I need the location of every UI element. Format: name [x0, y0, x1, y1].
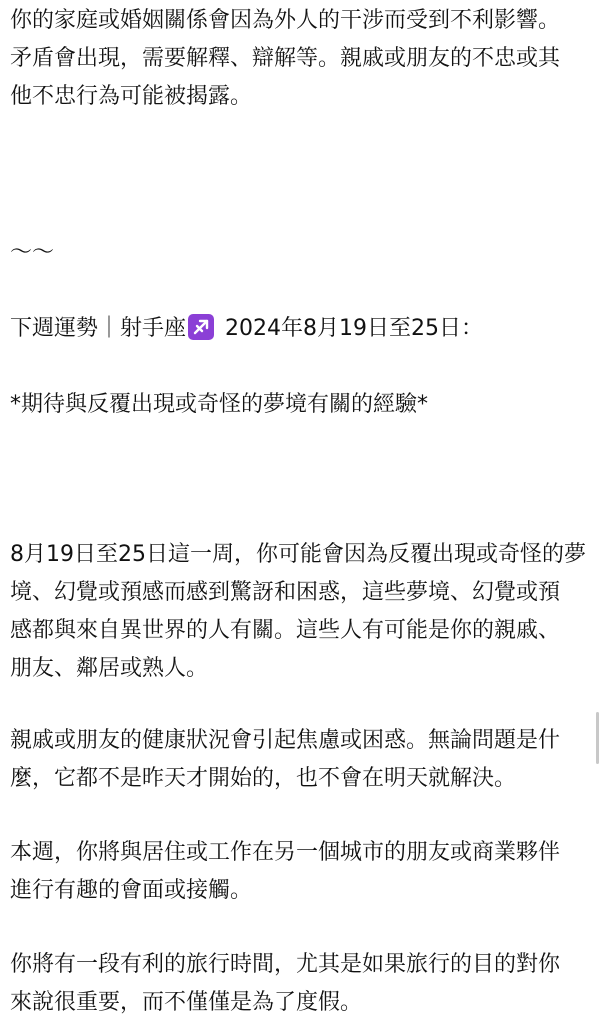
text-line: 境、幻覺或預感而感到驚訝和困惑，這些夢境、幻覺或預: [10, 580, 561, 605]
text-line: 進行有趣的會面或接觸。: [10, 878, 253, 903]
text-line: 矛盾會出現，需要解釋、辯解等。親戚或朋友的不忠或其: [10, 46, 561, 71]
scrollbar-thumb[interactable]: [596, 712, 599, 764]
paragraph-dreams: [10, 536, 586, 688]
paragraph-meeting: [10, 834, 560, 910]
text-line: 你的家庭或婚姻關係會因為外人的干涉而受到不利影響。: [10, 8, 561, 33]
text-line: 朋友、鄰居或熟人。: [10, 656, 209, 681]
text-line: 本週，你將與居住或工作在另一個城市的朋友或商業夥伴: [10, 840, 561, 865]
paragraph-family-conflict: [10, 2, 560, 116]
weekly-horoscope-heading: [10, 310, 483, 348]
text-line: 他不忠行為可能被揭露。: [10, 84, 253, 109]
subtitle-line: *期待與反覆出現或奇怪的夢境有關的經驗*: [10, 392, 429, 417]
text-line: 親戚或朋友的健康狀況會引起焦慮或困惑。無論問題是什: [10, 728, 561, 753]
heading-line: [10, 310, 483, 348]
text-line: 麼，它都不是昨天才開始的，也不會在明天就解決。: [10, 766, 517, 791]
paragraph-health: [10, 722, 560, 798]
paragraph-travel: [10, 946, 560, 1022]
heading-date: 2024年8月19日至25日：: [218, 316, 483, 341]
text-line: 8月19日至25日這一周，你可能會因為反覆出現或奇怪的夢: [10, 542, 586, 567]
heading-prefix: 下週運勢｜射手座: [10, 316, 187, 341]
sagittarius-emoji-icon: [188, 314, 214, 340]
separator-text: [10, 234, 54, 272]
subtitle: [10, 386, 428, 424]
text-line: 感都與來自異世界的人有關。這些人有可能是你的親戚、: [10, 618, 561, 643]
text-line: 來說很重要，而不僅僅是為了度假。: [10, 990, 363, 1015]
text-line: 你將有一段有利的旅行時間，尤其是如果旅行的目的對你: [10, 952, 561, 977]
separator: ～～: [10, 240, 55, 265]
